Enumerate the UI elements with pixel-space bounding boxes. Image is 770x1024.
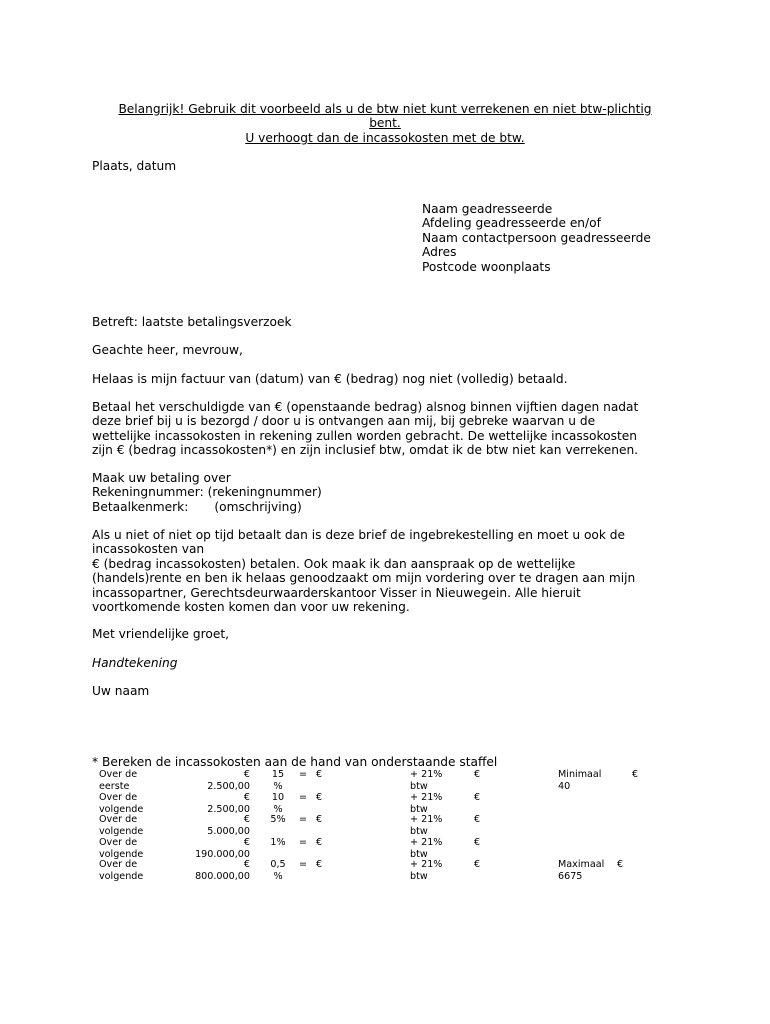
fee-table-limit-note: Minimaal 40 bbox=[558, 769, 602, 792]
footnote: * Bereken de incassokosten aan de hand van onderstaande staffel bbox=[92, 755, 498, 769]
paragraph-invoice: Helaas is mijn factuur van (datum) van € (bedrag) nog niet (volledig) betaald. bbox=[92, 372, 568, 386]
fee-table-euro-sign: € bbox=[316, 769, 323, 780]
address-line: Postcode woonplaats bbox=[422, 259, 551, 274]
fee-table-percentage: 10 % bbox=[271, 792, 285, 815]
fee-table-euro-sign-total: € bbox=[474, 792, 481, 803]
paragraph-line: incassopartner, Gerechtsdeurwaarderskantoor Visser in Nieuwegein. Alle hieruit bbox=[92, 585, 581, 600]
fee-table-threshold-amount: € 2.500,00 bbox=[207, 769, 250, 792]
paragraph-line: deze brief bij u is bezorgd / door u is ontvangen aan mij, bij gebreke waarvan u de bbox=[92, 414, 596, 429]
payment-reference-label: Betaalkenmerk: bbox=[92, 499, 189, 514]
fee-table-threshold-amount: € 5.000,00 bbox=[207, 814, 250, 837]
salutation: Geachte heer, mevrouw, bbox=[92, 343, 243, 357]
paragraph-line: Als u niet of niet op tijd betaalt dan is deze brief de ingebrekestelling en moet u ook de bbox=[92, 528, 626, 542]
notice-line-3: U verhoogt dan de incassokosten met de btw. bbox=[245, 130, 525, 145]
fee-table-equals-sign: = bbox=[299, 769, 308, 780]
paragraph-line: voortkomende kosten komen dan voor uw rekening. bbox=[92, 600, 410, 615]
fee-table-euro-sign: € bbox=[316, 792, 323, 803]
fee-table-euro-sign-total: € bbox=[474, 769, 481, 780]
fee-table-euro-sign: € bbox=[316, 859, 323, 870]
payment-intro: Maak uw betaling over bbox=[92, 471, 231, 485]
notice-line-1: Belangrijk! Gebruik dit voorbeeld als u de btw niet kunt verrekenen en niet btw-plichtig bbox=[118, 102, 652, 116]
fee-table-euro-sign-total: € bbox=[474, 859, 481, 870]
paragraph-default-notice bbox=[92, 528, 682, 614]
subject-line: Betreft: laatste betalingsverzoek bbox=[92, 315, 292, 329]
fee-table-vat-note: + 21% btw bbox=[410, 792, 443, 815]
account-number: Rekeningnummer: (rekeningnummer) bbox=[92, 485, 322, 500]
address-line: Adres bbox=[422, 245, 457, 260]
fee-table-limit-euro-sign: € bbox=[632, 769, 639, 780]
paragraph-line: (handels)rente en ben ik helaas genoodzaakt om mijn vordering over te dragen aan mijn bbox=[92, 571, 636, 586]
fee-table-percentage: 1% bbox=[270, 837, 286, 848]
fee-table-threshold-amount: € 800.000,00 bbox=[195, 859, 250, 882]
fee-table-percentage: 5% bbox=[270, 814, 286, 825]
place-date: Plaats, datum bbox=[92, 159, 177, 173]
fee-table-euro-sign: € bbox=[316, 837, 323, 848]
fee-table-threshold-amount: € 190.000,00 bbox=[195, 837, 250, 860]
fee-table-equals-sign: = bbox=[299, 792, 308, 803]
fee-table-euro-sign: € bbox=[316, 814, 323, 825]
fee-table-limit-euro-sign: € bbox=[617, 859, 624, 870]
fee-table-vat-note: + 21% btw bbox=[410, 837, 443, 860]
fee-table-equals-sign: = bbox=[299, 837, 308, 848]
fee-table-equals-sign: = bbox=[299, 814, 308, 825]
fee-table-vat-note: + 21% btw bbox=[410, 814, 443, 837]
payment-reference-value: (omschrijving) bbox=[214, 499, 302, 514]
address-line: Naam geadresseerde bbox=[422, 202, 553, 216]
fee-table-range-label: Over de volgende bbox=[99, 792, 144, 815]
paragraph-line: € (bedrag incassokosten) betalen. Ook maak ik dan aanspraak op de wettelijke bbox=[92, 556, 576, 571]
paragraph-line: incassokosten van bbox=[92, 542, 205, 557]
fee-table-percentage: 0,5 % bbox=[270, 859, 286, 882]
closing: Met vriendelijke groet, bbox=[92, 627, 229, 641]
fee-table-euro-sign-total: € bbox=[474, 837, 481, 848]
recipient-address bbox=[422, 202, 651, 274]
fee-table-range-label: Over de eerste bbox=[99, 769, 138, 792]
fee-table-limit-note: Maximaal 6675 bbox=[558, 859, 605, 882]
fee-table-equals-sign: = bbox=[299, 859, 308, 870]
fee-table-range-label: Over de volgende bbox=[99, 837, 144, 860]
fee-table-euro-sign-total: € bbox=[474, 814, 481, 825]
paragraph-line: Betaal het verschuldigde van € (openstaande bedrag) alsnog binnen vijftien dagen nadat bbox=[92, 400, 639, 414]
sender-name: Uw naam bbox=[92, 684, 150, 698]
payment-reference bbox=[92, 500, 682, 514]
fee-table-threshold-amount: € 2.500,00 bbox=[207, 792, 250, 815]
fee-table-range-label: Over de volgende bbox=[99, 814, 144, 837]
fee-table-vat-note: + 21% btw bbox=[410, 769, 443, 792]
fee-table-vat-note: + 21% btw bbox=[410, 859, 443, 882]
paragraph-line: wettelijke incassokosten in rekening zullen worden gebracht. De wettelijke incassokosten bbox=[92, 428, 637, 443]
paragraph-line: zijn € (bedrag incassokosten*) en zijn inclusief btw, omdat ik de btw niet kan verrekenen. bbox=[92, 443, 639, 458]
paragraph-payment-demand bbox=[92, 400, 682, 458]
fee-table-range-label: Over de volgende bbox=[99, 859, 144, 882]
notice-line-2: bent. bbox=[369, 116, 401, 131]
address-line: Naam contactpersoon geadresseerde bbox=[422, 230, 651, 245]
payment-details bbox=[92, 471, 682, 514]
signature-placeholder: Handtekening bbox=[92, 656, 178, 670]
address-line: Afdeling geadresseerde en/of bbox=[422, 216, 601, 231]
fee-table-percentage: 15 % bbox=[271, 769, 285, 792]
important-notice bbox=[92, 102, 678, 145]
